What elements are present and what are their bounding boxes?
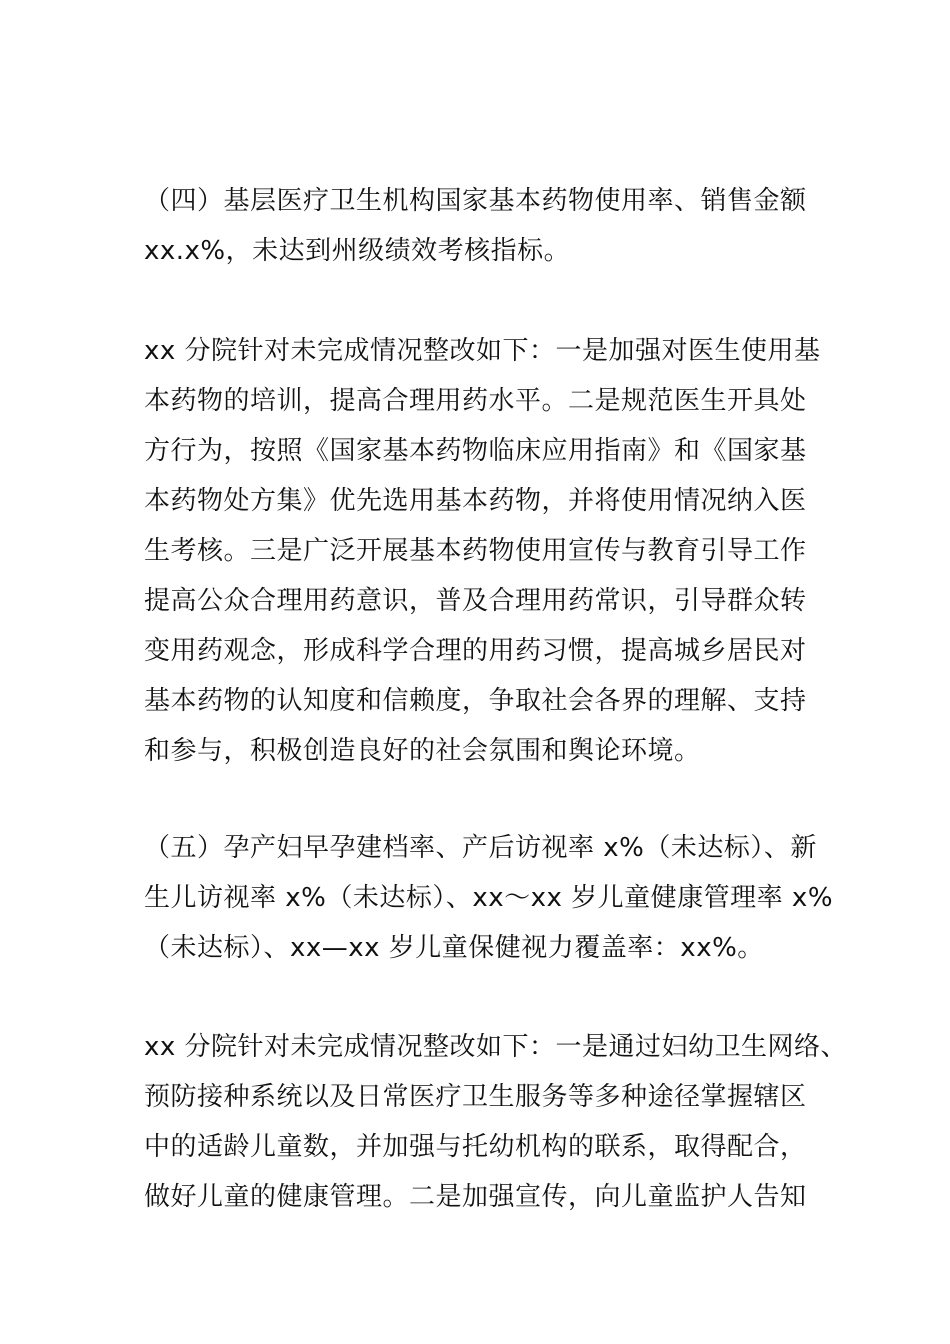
text-line: 中的适龄儿童数，并加强与托幼机构的联系，取得配合， [144,1132,807,1162]
text-line: 和参与，积极创造良好的社会氛围和舆论环境。 [144,736,701,766]
text-line: 预防接种系统以及日常医疗卫生服务等多种途径掌握辖区 [144,1082,807,1112]
text-line: 做好儿童的健康管理。二是加强宣传，向儿童监护人告知 [144,1182,807,1212]
text-line: xx.x%，未达到州级绩效考核指标。 [144,236,571,266]
text-line: 变用药观念，形成科学合理的用药习惯，提高城乡居民对 [144,636,807,666]
text-line: 生儿访视率 x%（未达标）、xx～xx 岁儿童健康管理率 x% [144,883,834,913]
text-line: （未达标）、xx—xx 岁儿童保健视力覆盖率：xx%。 [144,933,764,963]
text-line: xx 分院针对未完成情况整改如下：一是加强对医生使用基 [144,336,821,366]
paragraph-rectification-drugs [144,326,824,776]
paragraph-section-five-heading [144,823,834,973]
text-line: 本药物的培训，提高合理用药水平。二是规范医生开具处 [144,386,807,416]
paragraph-section-four-heading [144,176,824,276]
text-line: （四）基层医疗卫生机构国家基本药物使用率、销售金额 [144,186,807,216]
text-line: 生考核。三是广泛开展基本药物使用宣传与教育引导工作 [144,536,807,566]
text-line: 基本药物的认知度和信赖度，争取社会各界的理解、支持 [144,686,807,716]
text-line: 本药物处方集》优先选用基本药物，并将使用情况纳入医 [144,486,807,516]
text-line: 提高公众合理用药意识，普及合理用药常识，引导群众转 [144,586,807,616]
paragraph-rectification-children [144,1022,848,1222]
text-line: xx 分院针对未完成情况整改如下：一是通过妇幼卫生网络、 [144,1032,848,1062]
text-line: （五）孕产妇早孕建档率、产后访视率 x%（未达标）、新 [144,833,817,863]
text-line: 方行为，按照《国家基本药物临床应用指南》和《国家基 [144,436,807,466]
